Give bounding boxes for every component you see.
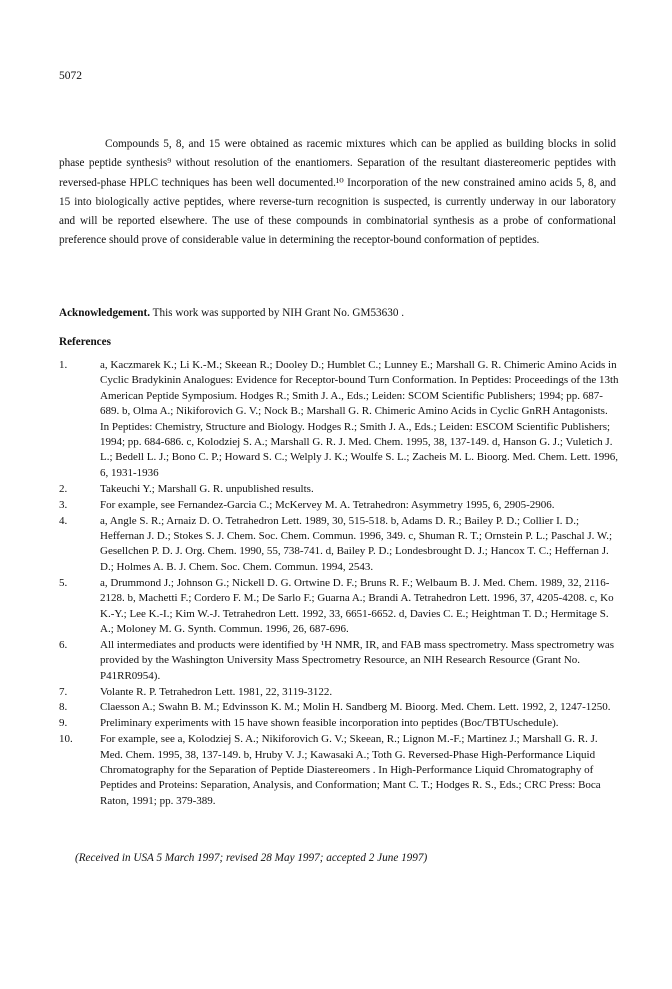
reference-text: Takeuchi Y.; Marshall G. R. unpublished results. [100, 482, 314, 495]
reference-list [59, 358, 619, 810]
acknowledgement-text: This work was supported by NIH Grant No. GM53630 . [150, 307, 405, 319]
reference-number: 4. [59, 514, 68, 527]
reference-number: 1. [59, 359, 68, 371]
reference-item [59, 716, 619, 731]
received-note: (Received in USA 5 March 1997; revised 28 May 1997; accepted 2 June 1997) [75, 852, 428, 864]
reference-text: For example, see a, Kolodziej S. A.; Nikiforovich G. V.; Skeean, R.; Lignon M.-F.; Martinez J.; Marshall G. R. J. Med. Chem. 1995, 38, 137-149. b, Hruby V. J.; Kawasaki A.; Toth G. Reversed-Phase High-Performance Liquid Chromatography for the Separation of Peptide Diastereomers . In High-Performance Liquid Chromatography of Peptides and Proteins: Separation, Analysis, and Conformation; Mant C. T.; Hodges R. S., Eds.; CRC Press: Boca Raton, 1991; pp. 379-389. [100, 733, 601, 807]
acknowledgement [59, 307, 404, 319]
reference-number: 7. [59, 685, 68, 698]
reference-item [59, 358, 619, 481]
reference-item [59, 514, 619, 576]
acknowledgement-label: Acknowledgement. [59, 307, 151, 319]
reference-text: a, Kaczmarek K.; Li K.-M.; Skeean R.; Dooley D.; Humblet C.; Lunney E.; Marshall G. R. Chimeric Amino Acids in Cyclic Bradykinin Analogues: Evidence for Receptor-bound Turn Conformation. In Peptides: Proceedings of the 13th American Peptide Symposium. Hodges R.; Smith J. A., Eds.; Leiden: SCOM Scientific Publishers; 1994; pp. 687-689. b, Olma A.; Nikiforovich G. V.; Nock B.; Marshall G. R. Chimeric Amino Acids in Cyclic GnRH Antagonists. In Peptides: Chemistry, Structure and Biology. Hodges R.; Smith J. A., Eds.; Leiden: ESCOM Scientific Publishers; 1994; pp. 684-686. c, Kolodziej S. A.; Marshall G. R. J. Med. Chem. 1995, 38, 137-149. d, Hanson G. J.; Vuletich J. L.; Bedell L. J.; Bono C. P.; Howard S. C.; Welply J. K.; Woulfe S. L.; Zacheis M. L. Bioorg. Med. Chem. Lett. 1996, 6, 1931-1936 [100, 359, 619, 479]
reference-number: 5. [59, 576, 68, 589]
reference-text: Volante R. P. Tetrahedron Lett. 1981, 22, 3119-3122. [100, 685, 333, 698]
page-number: 5072 [59, 70, 82, 82]
reference-number: 3. [59, 498, 68, 511]
reference-text: All intermediates and products were identified by ¹H NMR, IR, and FAB mass spectrometry. Mass spectrometry was provided by the Washington University Mass Spectrometry Resource, an NIH Research Resource (Grant No. P41RR0954). [100, 638, 615, 682]
reference-text: For example, see Fernandez-Garcia C.; McKervey M. A. Tetrahedron: Asymmetry 1995, 6, 2905-2906. [100, 498, 555, 511]
reference-number: 10. [59, 733, 73, 746]
reference-item [59, 576, 619, 638]
reference-text: Preliminary experiments with 15 have shown feasible incorporation into peptides (Boc/TBTUschedule). [100, 717, 559, 730]
reference-item [59, 685, 619, 700]
references-heading: References [59, 336, 111, 348]
reference-text: a, Drummond J.; Johnson G.; Nickell D. G. Ortwine D. F.; Bruns R. F.; Welbaum B. J. Med. Chem. 1989, 32, 2116-2128. b, Machetti F.; Cordero F. M.; De Sarlo F.; Guarna A.; Brandi A. Tetrahedron Lett. 1996, 37, 4205-4208. c, Ko K.-Y.; Lee K.-I.; Kim W.-J. Tetrahedron Lett. 1992, 33, 6651-6652. d, Davies C. E.; Heightman T. D.; Hermitage S. A.; Moloney M. G. Synth. Commun. 1996, 26, 687-696. [100, 576, 614, 635]
reference-item [59, 498, 619, 513]
body-paragraph: Compounds 5, 8, and 15 were obtained as racemic mixtures which can be applied as building blocks in solid phase peptide synthesis⁹ without resolution of the enantiomers. Separation of the resultant diastereomeric peptides with reversed-phase HPLC techniques has been well documented.¹⁰ Incorporation of the new constrained amino acids 5, 8, and 15 into biologically active peptides, where reverse-turn recognition is suspected, is currently underway in our laboratory and will be reported elsewhere. The use of these compounds in combinatorial synthesis as a probe of conformational preference should prove of considerable value in determining the receptor-bound conformation of peptides. [59, 138, 616, 247]
reference-text: a, Angle S. R.; Arnaiz D. O. Tetrahedron Lett. 1989, 30, 515-518. b, Adams D. R.; Bailey P. D.; Collier I. D.; Heffernan J. D.; Stokes S. J. Chem. Soc. Chem. Commun. 1996, 349. c, Shuman R. T.; Ornstein P. L.; Paschal J. W.; Gesellchen P. D. J. Org. Chem. 1990, 55, 738-741. d, Bailey P. D.; Londesbrought D. J.; Hancox T. C.; Heffernan J. D.; Holmes A. B. J. Chem. Soc. Chem. Commun. 1994, 2543. [100, 514, 613, 573]
reference-number: 9. [59, 717, 68, 730]
reference-number: 8. [59, 701, 68, 714]
reference-item [59, 638, 619, 684]
reference-item [59, 732, 619, 809]
reference-item [59, 700, 619, 715]
reference-number: 2. [59, 482, 68, 495]
reference-number: 6. [59, 638, 68, 651]
reference-text: Claesson A.; Swahn B. M.; Edvinsson K. M.; Molin H. Sandberg M. Bioorg. Med. Chem. Lett. 1992, 2, 1247-1250. [100, 701, 611, 714]
reference-item [59, 482, 619, 497]
